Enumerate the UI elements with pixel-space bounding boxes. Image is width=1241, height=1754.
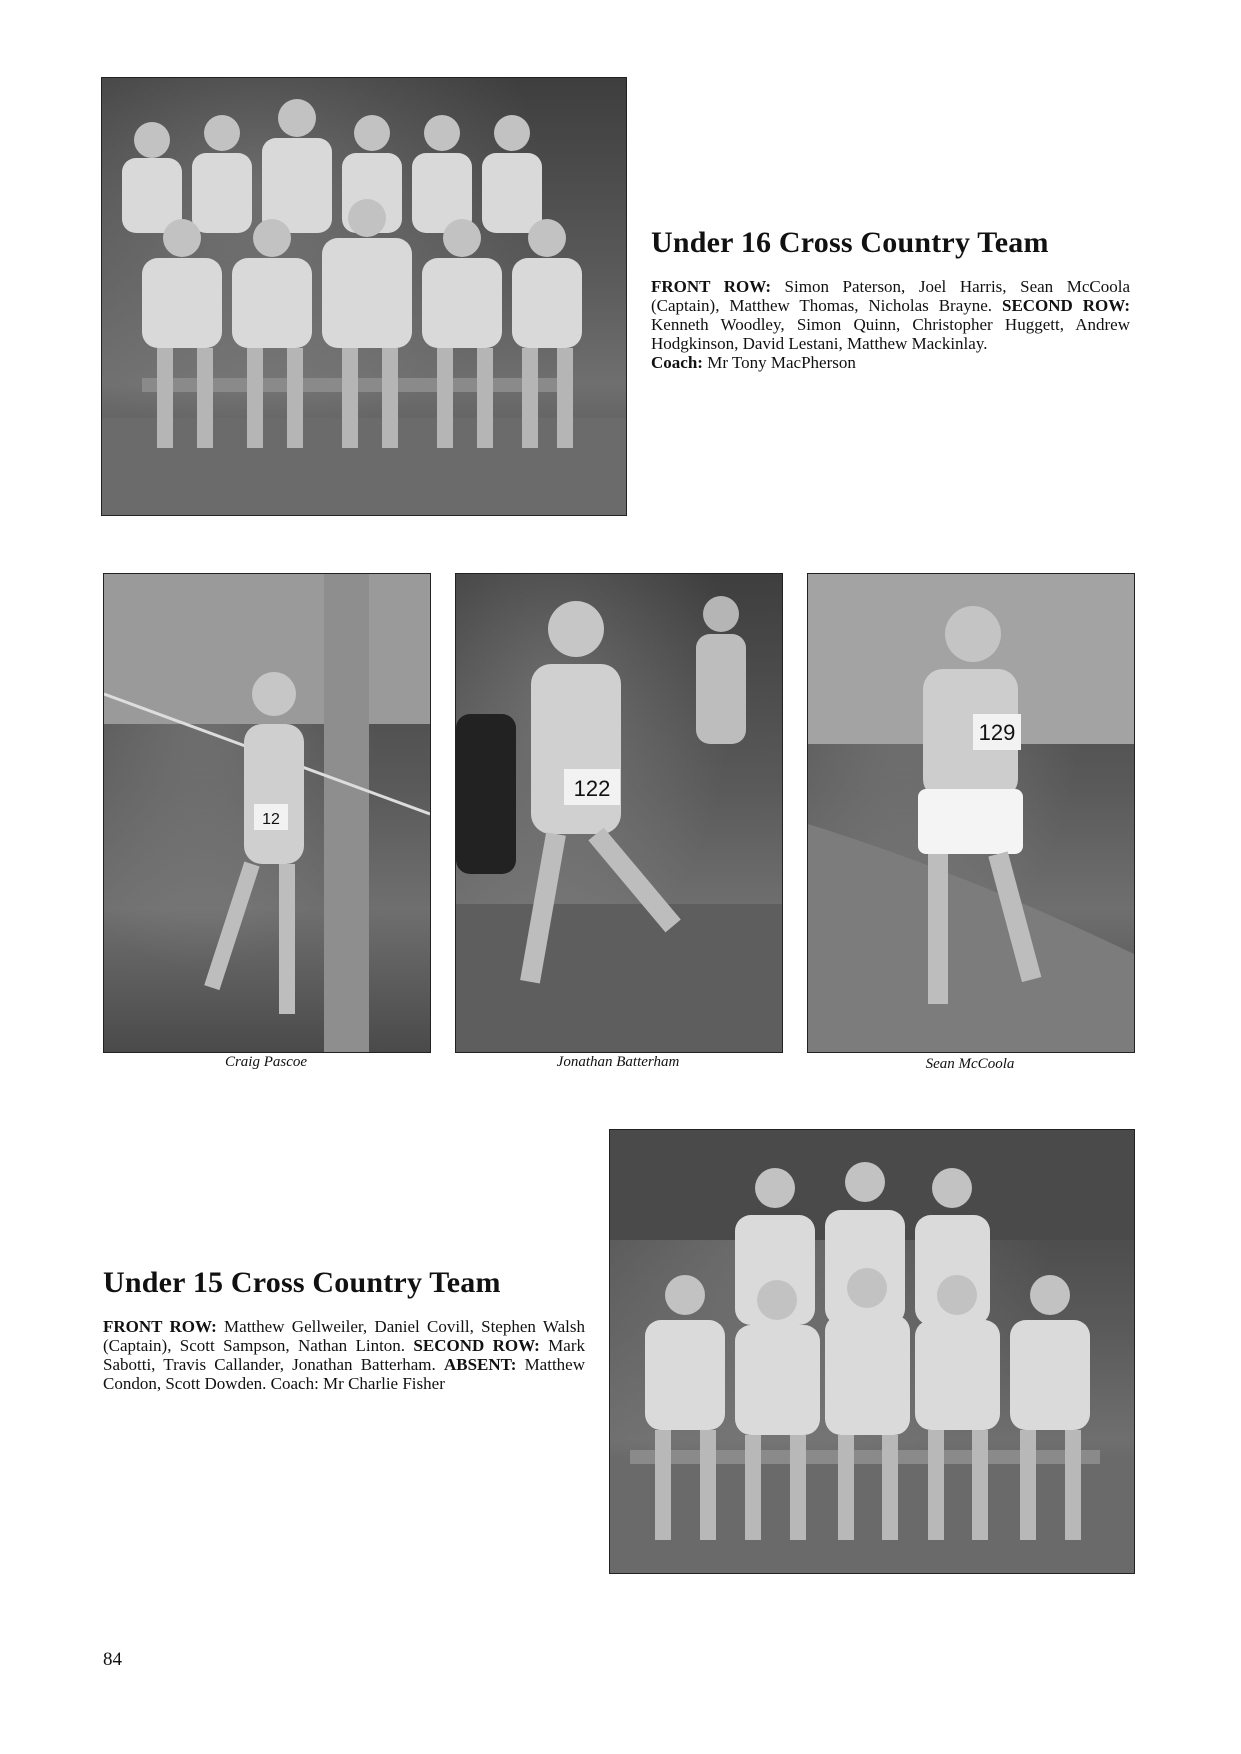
caption-craig-pascoe: Craig Pascoe (224, 1054, 308, 1070)
front-row-names: Simon Paterson, Joel Harris, Sean McCoola (Captain), Matthew Thomas, Nicholas Brayne. (651, 277, 1130, 315)
second-row-label: SECOND ROW: (1001, 296, 1130, 315)
under-16-heading: Under 16 Cross Country Team (651, 226, 1049, 259)
under-16-caption (651, 277, 1130, 372)
runner-photo-jonathan-batterham (455, 573, 783, 1053)
under-15-team-photo (609, 1129, 1135, 1574)
runner-bib-129: 129 (978, 720, 1016, 745)
under-15-heading: Under 15 Cross Country Team (103, 1266, 501, 1299)
u15-front-row-label: FRONT ROW: (103, 1317, 217, 1336)
coach-name: Mr Tony MacPherson (702, 353, 856, 372)
caption-jonathan-batterham: Jonathan Batterham (556, 1054, 680, 1070)
under-15-caption (103, 1317, 585, 1393)
under-16-team-photo (101, 77, 627, 516)
runner-photo-sean-mccoola (807, 573, 1135, 1053)
absent-label: ABSENT: (443, 1355, 517, 1374)
absent-names: Matthew Condon, Scott Dowden. Coach: Mr Charlie Fisher (103, 1355, 585, 1393)
u15-second-row-label: SECOND ROW: (413, 1336, 540, 1355)
page-number: 84 (103, 1649, 122, 1670)
caption-sean-mccoola: Sean McCoola (925, 1056, 1015, 1072)
coach-label: Coach: (651, 353, 703, 372)
front-row-label: FRONT ROW: (651, 277, 771, 296)
runner-bib-12: 12 (262, 811, 280, 828)
runner-photo-craig-pascoe (103, 573, 431, 1053)
second-row-names: Kenneth Woodley, Simon Quinn, Christopher Huggett, Andrew Hodgkinson, David Lestani, Matthew Mackinlay. (651, 315, 1130, 353)
u15-second-row-names: Mark Sabotti, Travis Callander, Jonathan Batterham. (103, 1336, 585, 1374)
runner-bib-122: 122 (573, 776, 611, 801)
u15-front-row-names: Matthew Gellweiler, Daniel Covill, Stephen Walsh (Captain), Scott Sampson, Nathan Linton. (103, 1317, 585, 1355)
